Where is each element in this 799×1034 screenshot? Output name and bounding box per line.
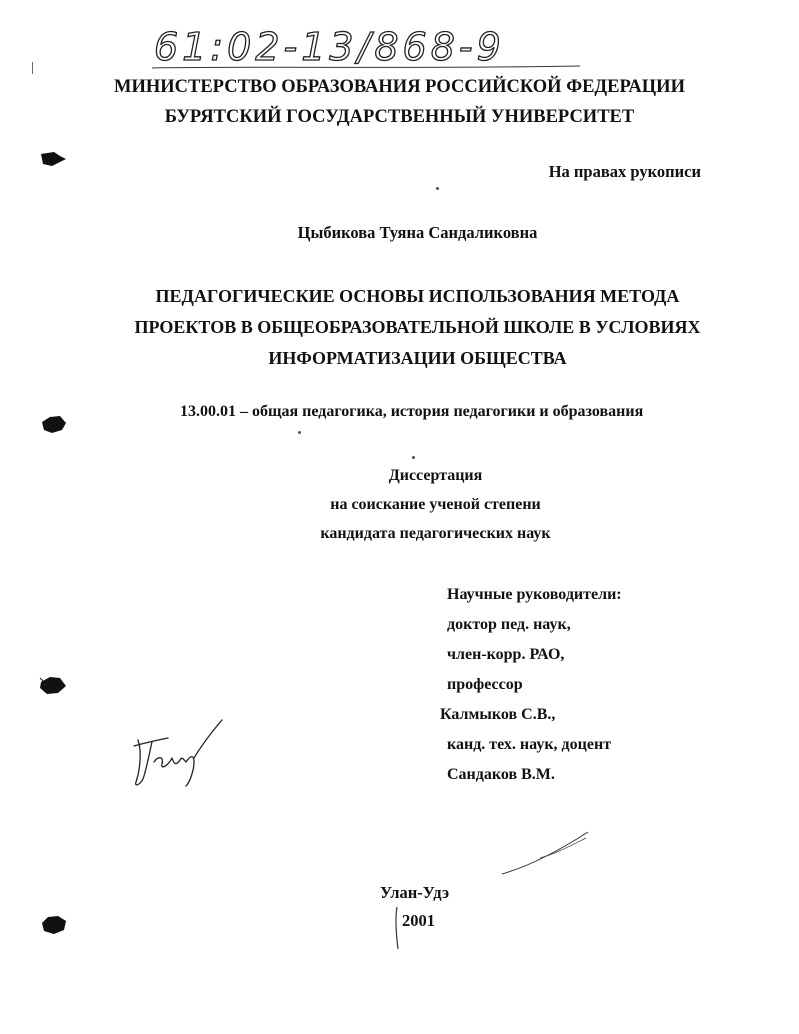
speck [412,456,415,459]
degree-line-2: на соискание ученой степени [330,496,541,513]
thesis-title-line-3: ИНФОРМАТИЗАЦИИ ОБЩЕСТВА [268,348,567,368]
archive-number-text: 61:02-13/868-9 [154,25,505,69]
supervisor-line-2: член-корр. РАО, [447,646,565,663]
thesis-title [18,281,799,374]
supervisor-line-4: Калмыков С.В., [440,706,556,723]
pen-tick-mark [392,905,402,951]
supervisor-line-5: канд. тех. наук, доцент [447,736,612,753]
supervisor-line-6: Сандаков В.М. [447,766,555,783]
supervisors-heading: Научные руководители: [447,586,622,603]
author-name: Цыбикова Туяна Сандаликовна [297,223,538,242]
handwritten-signature [128,712,228,792]
speck [298,431,301,434]
supervisors-block [440,580,622,790]
city: Улан-Удэ [380,883,450,902]
binder-hole-mark [40,914,68,936]
supervisor-line-3: профессор [447,676,523,693]
manuscript-rights-note: На правах рукописи [548,162,701,181]
university-name: БУРЯТСКИЙ ГОСУДАРСТВЕННЫЙ УНИВЕРСИТЕТ [164,107,635,127]
supervisor-line-1: доктор пед. наук, [447,616,571,633]
speck [436,187,439,190]
degree-line-1: Диссертация [388,467,483,484]
institution-header [0,72,799,132]
year: 2001 [402,911,435,930]
handwritten-archive-number [150,16,590,76]
binder-hole-mark [38,150,68,170]
binder-hole-mark [40,414,68,436]
pen-stroke-mark [500,828,590,878]
specialty-code: 13.00.01 – общая педагогика, история педагогики и образования [180,403,644,420]
thesis-title-line-1: ПЕДАГОГИЧЕСКИЕ ОСНОВЫ ИСПОЛЬЗОВАНИЯ МЕТОДА [155,286,680,306]
thesis-title-line-2: ПРОЕКТОВ В ОБЩЕОБРАЗОВАТЕЛЬНОЙ ШКОЛЕ В УСЛОВИЯХ [134,317,701,337]
binder-hole-mark [38,674,68,698]
degree-statement [36,461,799,548]
degree-line-3: кандидата педагогических наук [320,525,551,542]
ministry-name: МИНИСТЕРСТВО ОБРАЗОВАНИЯ РОССИЙСКОЙ ФЕДЕРАЦИИ [114,77,685,97]
